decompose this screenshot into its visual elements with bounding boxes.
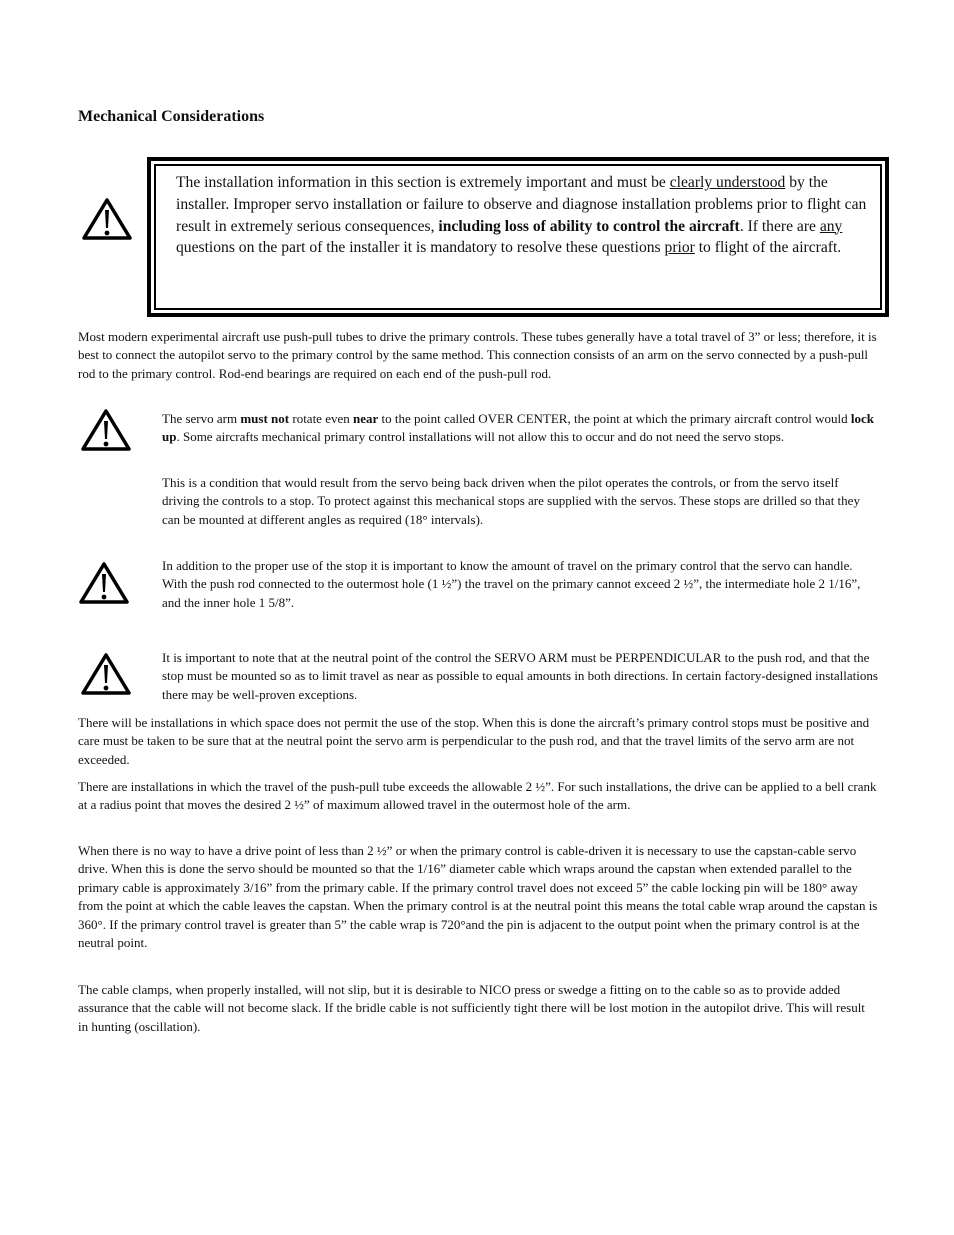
- section-heading: Mechanical Considerations: [78, 108, 265, 125]
- underlined-text: prior: [664, 239, 695, 257]
- paragraph-mechanical-stops: This is a condition that would result from the servo being back driven when the pilot operates the controls, or from the servo itself driving the controls to a stop. To protect against this mechanical stops are supplied with the servos. These stops are drilled so that they can be mounted at different angles as required (18° intervals).: [162, 475, 860, 527]
- warning-triangle-icon: [80, 651, 132, 697]
- bold-text: must not: [240, 411, 290, 426]
- warning-triangle-icon: [80, 407, 132, 453]
- warning-triangle-icon: [78, 560, 130, 606]
- paragraph-bell-crank: There are installations in which the travel of the push-pull tube exceeds the allowable 2 ½”. For such installations, the drive can be applied to a bell crank at a radius point that moves the desired 2 ½” of maximum allowed travel in the outermost hole of the arm.: [78, 779, 877, 813]
- warning-triangle-icon: [81, 196, 133, 242]
- underlined-text: clearly understood: [669, 174, 786, 191]
- paragraph-no-stop-installations: There will be installations in which space does not permit the use of the stop. When this is done the aircraft’s primary control stops must be positive and care must be taken to be sure that at the neutral point the servo arm is perpendicular to the push rod, and that the travel limits of the servo arm are not exceeded.: [78, 715, 870, 767]
- paragraph-push-pull-tubes: Most modern experimental aircraft use push-pull tubes to drive the primary controls. These tubes generally have a total travel of 3” or less; therefore, it is best to connect the autopilot servo to the primary control by the same method. This connection consists of an arm on the servo connected by a push-pull rod to the primary control. Rod-end bearings are required on each end of the push-pull rod.: [78, 329, 877, 381]
- paragraph-capstan-cable: When there is no way to have a drive point of less than 2 ½” or when the primary control is cable-driven it is necessary to use the capstan-cable servo drive. When this is done the servo should be mounted so that the 1/16” diameter cable which wraps around the capstan when extended parallel to the primary cable is approximately 3/16” from the primary cable. If the primary control travel does not exceed 5” the cable locking pin will be 180° away from the point at which the cable leaves the capstan. When the primary control is at the neutral point this means the total cable wrap around the capstan is 360°. If the primary control travel is greater than 5” the cable wrap is 720°and the pin is adjacent to the output point when the primary control is at the neutral point.: [78, 843, 878, 951]
- warning-text: The installation information in this section is extremely important and must be clearly understood by the installer. Improper servo installation or failure to observe and diagnose installation problems prior to flight can result in extremely serious consequences, including loss of ability to control the aircraft. If there are any questions on the part of the installer it is mandatory to resolve these questions prior to flight of the aircraft.: [176, 174, 867, 257]
- bold-text: near: [353, 411, 379, 426]
- paragraph-cable-clamps: The cable clamps, when properly installed, will not slip, but it is desirable to NICO press or swedge a fitting on to the cable so as to provide added assurance that the cable will not become slack. If the bridle cable is not sufficiently tight there will be lost motion in the autopilot drive. This will result in hunting (oscillation).: [78, 982, 865, 1034]
- paragraph-over-center: The servo arm must not rotate even near to the point called OVER CENTER, the point at which the primary aircraft control would lock up. Some aircrafts mechanical primary control installations will not allow this to occur and do not need the servo stops.: [162, 411, 874, 445]
- bold-text: lock up: [162, 411, 874, 445]
- underlined-text: any: [819, 217, 843, 235]
- paragraph-perpendicular: It is important to note that at the neutral point of the control the SERVO ARM must be PERPENDICULAR to the push rod, and that the stop must be mounted so as to limit travel as near as possible to equal amounts in both directions. In certain factory-designed installations there may be well-proven exceptions.: [162, 650, 878, 702]
- paragraph-travel-limits: In addition to the proper use of the stop it is important to know the amount of travel on the primary control that the servo can handle. With the push rod connected to the outermost hole (1 ½”) the travel on the primary cannot exceed 2 ½”, the intermediate hole 2 1/16”, and the inner hole 1 5/8”.: [162, 558, 861, 610]
- bold-text: including loss of ability to control the aircraft: [438, 217, 740, 235]
